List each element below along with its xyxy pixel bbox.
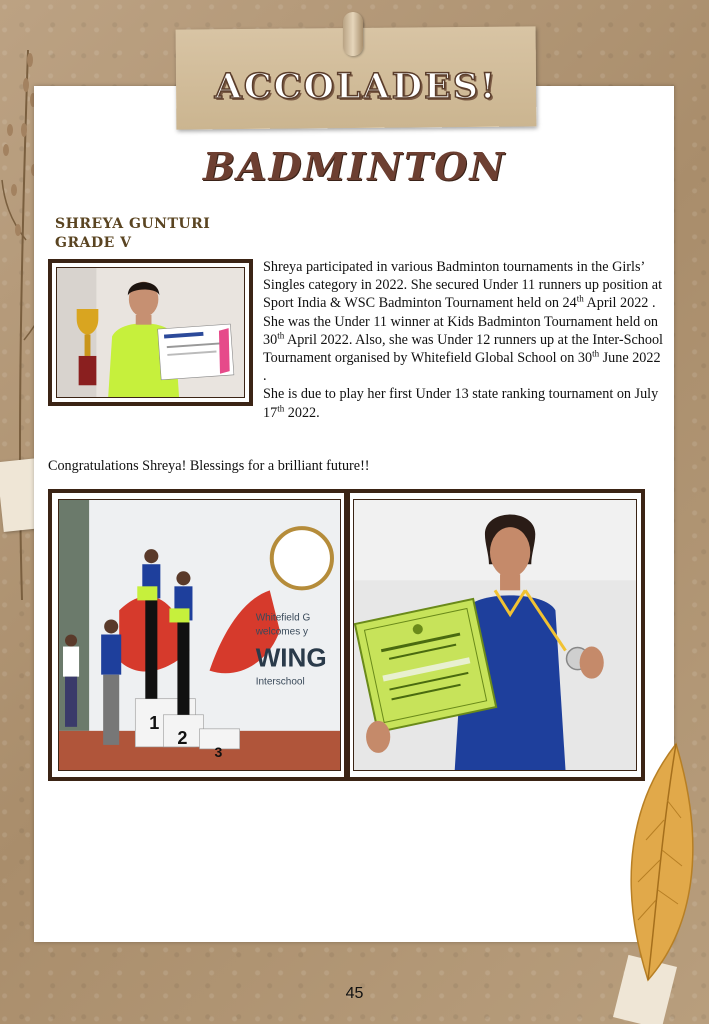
- event-photos-frame: [48, 489, 645, 781]
- article-text: [263, 258, 663, 422]
- photo-divider: [344, 493, 350, 777]
- congratulations-text: Congratulations Shreya! Blessings for a brilliant future!!: [48, 458, 370, 474]
- portrait-photo: [57, 268, 244, 397]
- portrait-photo-frame: [48, 259, 253, 406]
- student-name: SHREYA GUNTURI: [55, 216, 211, 232]
- page-title: BADMINTON: [202, 144, 507, 189]
- banner-title: ACCOLADES!: [214, 66, 498, 107]
- svg-text:Whitefield G: Whitefield G: [255, 612, 311, 624]
- svg-text:WING: WING: [255, 642, 327, 673]
- svg-text:Interschool: Interschool: [255, 676, 305, 688]
- article-paragraph-1: Shreya participated in various Badminton tournaments in the Girls’ Singles category in 2022. She secured Under 11 runners up position at Sport India & WSC Badminton Tournament held on 24th April 2022 . She was the Under 11 winner at Kids Badminton Tournament held on 30th April 2022. Also, she was Under 12 runners up at the Inter-School Tournament organised by Whitefield Global School on 30th June 2022 .: [263, 259, 663, 385]
- article-paragraph-2: She is due to play her first Under 13 state ranking tournament on July 17th 2022.: [263, 386, 659, 421]
- svg-text:welcomes y: welcomes y: [255, 626, 309, 638]
- svg-text:3: 3: [214, 743, 223, 760]
- page-number: 45: [345, 985, 364, 1002]
- svg-text:1: 1: [149, 712, 160, 733]
- student-grade: GRADE V: [55, 235, 132, 251]
- podium-photo: [58, 499, 341, 771]
- medal-certificate-photo: [353, 499, 637, 771]
- svg-text:2: 2: [177, 727, 188, 748]
- dried-leaf-decoration: [612, 740, 709, 1024]
- pin-icon: [343, 12, 363, 56]
